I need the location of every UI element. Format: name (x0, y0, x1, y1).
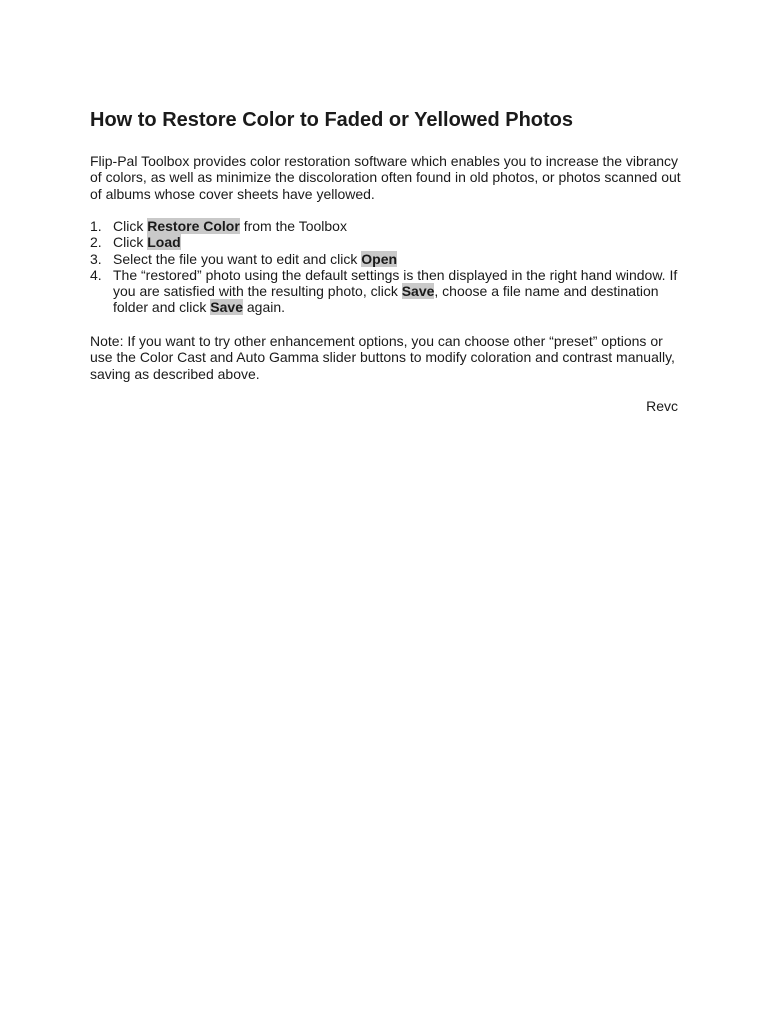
note-line: Note: If you want to try other enhancement options, you can choose other “preset” options or (90, 333, 663, 349)
step-text: again. (242, 299, 286, 316)
step-text: Select the file you want to edit and click (113, 250, 362, 267)
save-label: Save (401, 283, 435, 300)
step-text: Click (113, 218, 148, 234)
note-line: saving as described above. (90, 365, 260, 382)
revision-label: Revc (646, 398, 678, 414)
restore-color-label: Restore Color (147, 218, 240, 234)
step-2 (90, 234, 690, 250)
step-number: 1. (90, 218, 102, 234)
intro-line: Flip-Pal Toolbox provides color restoration software which enables you to increase the vibrancy (90, 153, 679, 169)
note-line: use the Color Cast and Auto Gamma slider buttons to modify coloration and contrast manually, (90, 349, 675, 366)
step-text: folder and click (113, 299, 211, 316)
step-3 (90, 251, 690, 267)
steps-list (90, 218, 690, 316)
step-number: 2. (90, 234, 102, 251)
step-text: Click (113, 234, 148, 251)
document-title: How to Restore Color to Faded or Yellowed Photos (90, 109, 574, 131)
step-4 (90, 267, 690, 316)
intro-paragraph (90, 153, 690, 202)
step-text: from the Toolbox (239, 218, 347, 234)
step-text: , choose a file name and destination (434, 283, 659, 300)
open-label: Open (361, 250, 398, 267)
step-number: 4. (90, 266, 102, 283)
save-label: Save (210, 299, 243, 316)
step-number: 3. (90, 250, 102, 267)
intro-line: of colors, as well as minimize the discoloration often found in old photos, or photos scanned out (90, 169, 681, 186)
step-1 (90, 218, 690, 234)
step-text: The “restored” photo using the default settings is then displayed in the right hand window. If (113, 266, 678, 283)
note-paragraph (90, 333, 690, 382)
intro-line: of albums whose cover sheets have yellowed. (90, 185, 375, 202)
load-label: Load (147, 234, 181, 251)
step-text: you are satisfied with the resulting photo, click (113, 283, 402, 300)
